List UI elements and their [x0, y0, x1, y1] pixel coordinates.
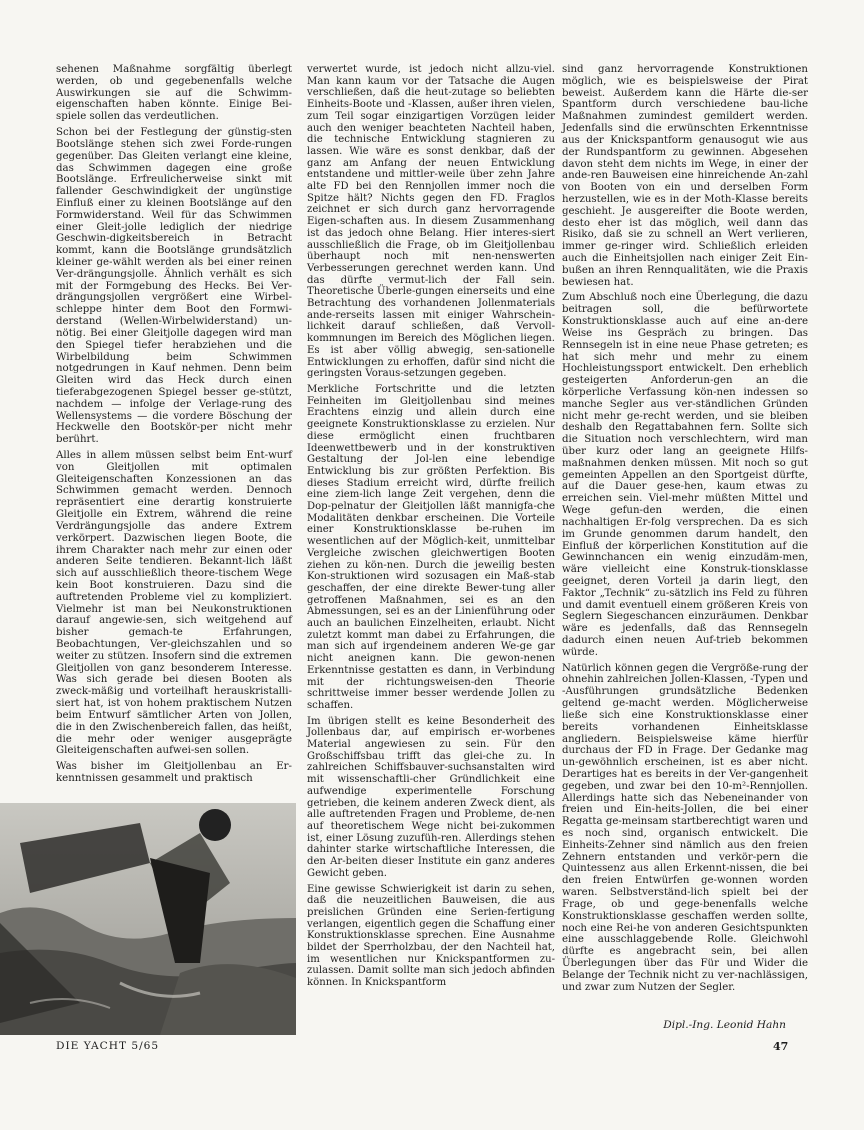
text-column-2 [307, 64, 555, 993]
author-signature: Dipl.-Ing. Leonid Hahn [663, 1019, 786, 1031]
sailing-photo [0, 803, 296, 1035]
paragraph: Natürlich können gegen die Vergröße-rung der ohnehin zahlreichen Jollen-Klassen, -Typen und -Ausführungen grundsätzliche Bedenken geltend ge-macht werden. Möglicherweise ließe sich eine Konstruktionsklasse einer bereits vorhandenen Einheitsklasse angliedern. Beispielsweise käme hierfür durchaus der FD in Frage. Der Gedanke mag un-gewöhnlich erscheinen, ist es aber nicht. Derartiges hat es bereits in der Ver-gangenheit gegeben, und zwar bei den 10-m²-Rennjollen. Allerdings hatte sich das Nebeneinander von freien und Ein-heits-Jollen, die bei einer Regatta ge-meinsam startberechtigt waren und es noch sind, organisch entwickelt. Die Einheits-Zehner sind nämlich aus den freien Zehnern entstanden und verkör-pern die Quintessenz aus allen Erkennt-nissen, die bei den freien Entwürfen ge-wonnen worden waren. Selbstverständ-lich spielt bei der Frage, ob und gege-benenfalls welche Konstruktionsklasse geschaffen werden sollte, noch eine Rei-he von anderen Gesichtspunkten eine ausschlaggebende Rolle. Gleichwohl dürfte es angebracht sein, bei allen Überlegungen über das Für und Wider die Belange der Technik nicht zu ver-nachlässigen, und zwar zum Nutzen der Segler. [562, 662, 808, 993]
paragraph: verwertet wurde, ist jedoch nicht allzu-viel. Man kann kaum vor der Tatsache die Augen verschließen, daß die heut-zutage so beliebten Einheits-Boote und -Klassen, außer ihren vielen, zum Teil sogar einzigartigen Vorzügen leider auch den weniger beachteten Nachteil haben, die technische Entwicklung stagnieren zu lassen. Wie wäre es sonst denkbar, daß der ganz am Anfang der neuen Entwicklung entstandene und mittler-weile über zehn Jahre alte FD bei den Rennjollen immer noch die Spitze hält? Nichts gegen den FD. Fraglos zeichnet er sich durch ganz hervorragende Eigen-schaften aus. In diesem Zusammenhang ist das jedoch ohne Belang. Hier interes-siert ausschließlich die Frage, ob im Gleitjollenbau überhaupt noch mit nen-nenswerten Verbesserungen gerechnet werden kann. Und das dürfte vermut-lich der Fall sein. Theoretische Überle-gungen einerseits und eine Betrachtung des vorhandenen Jollenmaterials ande-rerseits lassen mit einiger Wahrschein-lichkeit darauf schließen, daß Vervoll-kommnungen im Bereich des Möglichen liegen. Es ist aber völlig abwegig, sen-sationelle Entwicklungen zu erhoffen, dafür sind nicht die geringsten Voraus-setzungen gegeben. [307, 64, 555, 380]
paragraph: sind ganz hervorragende Konstruktionen möglich, wie es beispielsweise der Pirat beweist. Außerdem kann die Härte die-ser Spantform durch verschiedene bau-liche Maßnahmen zumindest gemildert werden. Jedenfalls sind die erwünschten Erkenntnisse aus der Knickspantform genausogut wie aus der Rundspantform zu gewinnen. Abgesehen davon steht dem nichts im Wege, in einer der ande-ren Bauweisen eine hinreichende An-zahl von Booten von ein und derselben Form herzustellen, wie es in der Moth-Klasse bereits geschieht. Je ausgereifter die Boote werden, desto eher ist das möglich, weil dann das Risiko, daß sie zu schnell an Wert verlieren, immer ge-ringer wird. Schließlich erleiden auch die Einheitsjollen nach einiger Zeit Ein-bußen an ihren Rennqualitäten, wie die Praxis bewiesen hat. [562, 64, 808, 288]
paragraph: Schon bei der Festlegung der günstig-sten Bootslänge stehen sich zwei Forde-rungen gegenüber. Das Gleiten verlangt eine kleine, das Schwimmen dagegen eine große Bootslänge. Erfreulicherweise sinkt mit fallender Geschwindigkeit der ungünstige Einfluß einer zu kleinen Bootslänge auf den Formwiderstand. Weil für das Schwimmen einer Gleit-jolle lediglich der niedrige Geschwin-digkeitsbereich in Betracht kommt, kann die Bootslänge grundsätzlich kleiner ge-wählt werden als bei einer reinen Ver-drängungsjolle. Ähnlich verhält es sich mit der Formgebung des Hecks. Bei Ver-drängungsjollen vergrößert eine Wirbel-schleppe hinter dem Boot den Formwi-derstand (Wellen-Wirbelwiderstand) un-nötig. Bei einer Gleitjolle dagegen wird man den Spiegel tiefer herabziehen und die Wirbelbildung beim Schwimmen notgedrungen in Kauf nehmen. Denn beim Gleiten wird das Heck durch einen tieferabgezogenen Spiegel besser ge-stützt, nachdem — infolge der Verlage-rung des Wellensystems — die vordere Böschung der Heckwelle den Bootskör-per nicht mehr berührt. [56, 127, 292, 446]
text-column-3 [562, 64, 808, 997]
text-column-1 [56, 64, 292, 789]
paragraph: sehenen Maßnahme sorgfältig überlegt werden, ob und gegebenenfalls welche Auswirkungen sie auf die Schwimm-eigenschaften haben könnte. Einige Bei-spiele sollen das verdeutlichen. [56, 64, 292, 123]
magazine-footer: DIE YACHT 5/65 [56, 1040, 160, 1052]
paragraph: Alles in allem müssen selbst beim Ent-wurf von Gleitjollen mit optimalen Gleiteigenschaften Konzessionen an das Schwimmen gemacht werden. Dennoch repräsentiert eine derartig konstruierte Gleitjolle ein Extrem, während die reine Verdrängungsjolle das andere Extrem verkörpert. Dazwischen liegen Boote, die ihrem Charakter nach mehr zur einen oder anderen Seite tendieren. Bekannt-lich läßt sich auf ausschließlich theore-tischem Wege kein Boot konstruieren. Dazu sind die auftretenden Probleme viel zu kompliziert. Vielmehr ist man bei Neukonstruktionen darauf angewie-sen, sich weitgehend auf bisher gemach-te Erfahrungen, Beobachtungen, Ver-gleichszahlen und so weiter zu stützen. Insofern sind die extremen Gleitjollen von ganz besonderem Interesse. Was sich gerade bei diesen Booten als zweck-mäßig und vorteilhaft herauskristalli-siert hat, ist von hohem praktischem Nutzen beim Entwurf sämtlicher Arten von Jollen, die in den Zwischenbereich fallen, das heißt, die mehr oder weniger ausgeprägte Gleiteigenschaften aufwei-sen sollen. [56, 450, 292, 757]
page-number: 47 [773, 1040, 789, 1053]
paragraph: Merkliche Fortschritte und die letzten Feinheiten im Gleitjollenbau sind meines Erachtens einzig und allein durch eine geeignete Konstruktionsklasse zu erzielen. Nur diese ermöglicht einen fruchtbaren Ideenwettbewerb und in der konstruktiven Gestaltung der Jol-len eine lebendige Entwicklung bis zur größten Perfektion. Bis dieses Stadium erreicht wird, dürfte freilich eine ziem-lich lange Zeit vergehen, denn die Dop-pelnatur der Gleitjollen läßt mannigfa-che Modalitäten denkbar erscheinen. Die Vorteile einer Konstruktionsklasse be-ruhen im wesentlichen auf der Möglich-keit, unmittelbar Vergleiche zwischen gleichwertigen Booten ziehen zu kön-nen. Durch die jeweilig besten Kon-struktionen wird sozusagen ein Maß-stab geschaffen, der eine direkte Bewer-tung aller getroffenen Maßnahmen, sei es an den Abmessungen, sei es an der Linienführung oder auch an baulichen Einzelheiten, erlaubt. Nicht zuletzt kommt man dabei zu Erfahrungen, die man sich auf irgendeinem anderen We-ge gar nicht aneignen kann. Die gewon-nenen Erkenntnisse gestatten es dann, in Verbindung mit der richtungsweisen-den Theorie schrittweise immer besser werdende Jollen zu schaffen. [307, 383, 555, 711]
paragraph: Eine gewisse Schwierigkeit ist darin zu sehen, daß die neuzeitlichen Bauweisen, die aus preislichen Gründen eine Serien-fertigung verlangen, eigentlich gegen die Schaffung einer Konstruktionsklasse sprechen. Eine Ausnahme bildet der Sperrholzbau, der den Nachteil hat, im wesentlichen nur Knickspantformen zu-zulassen. Damit sollte man sich jedoch abfinden können. In Knickspantform [307, 883, 555, 989]
paragraph: Zum Abschluß noch eine Überlegung, die dazu beitragen soll, die befürwortete Konstruktionsklasse auch auf eine an-dere Weise ins Gespräch zu bringen. Das Rennsegeln ist in eine neue Phase getreten; es hat sich mehr und mehr zu einem Hochleistungssport entwickelt. Den erheblich gesteigerten Anforderun-gen an die körperliche Verfassung kön-nen indessen so manche Segler aus ver-ständlichen Gründen nicht mehr ge-recht werden, und sie bleiben deshalb den Regattabahnen fern. Sollte sich die Situation noch verschlechtern, wird man über kurz oder lang an geeignete Hilfs-maßnahmen denken müssen. Mit noch so gut gemeinten Appellen an den Sportgeist dürfte, auf die Dauer gese-hen, kaum etwas zu erreichen sein. Viel-mehr müßten Mittel und Wege gefun-den werden, die einen nachhaltigen Er-folg versprechen. Da es sich im Grunde genommen darum handelt, den Einfluß der körperlichen Konstitution auf die Gewinnchancen ein wenig einzudäm-men, wäre vielleicht eine Konstruk-tionsklasse geeignet, deren Vorteil ja darin liegt, den Faktor „Technik“ zu-sätzlich ins Feld zu führen und damit eventuell einem größeren Kreis von Seglern Siegeschancen einzuräumen. Denkbar wäre es jedenfalls, daß das Rennsegeln dadurch einen neuen Auf-trieb bekommen würde. [562, 292, 808, 658]
paragraph: Was bisher im Gleitjollenbau an Er-kenntnissen gesammelt und praktisch [56, 761, 292, 784]
sailing-photo-image [0, 803, 296, 1035]
paragraph: Im übrigen stellt es keine Besonderheit des Jollenbaus dar, auf empirisch er-worbenes Material angewiesen zu sein. Für den Großschiffsbau trifft das glei-che zu. In zahlreichen Schiffsbauver-suchsanstalten wird mit wissenschaftli-cher Gründlichkeit eine aufwendige experimentelle Forschung getrieben, die keinem anderen Zweck dient, als alle auftretenden Fragen und Probleme, de-nen auf theoretischem Wege nicht bei-zukommen ist, einer Lösung zuzufüh-ren. Allerdings stehen dahinter starke wirtschaftliche Interessen, die den Ar-beiten dieser Institute ein ganz anderes Gewicht geben. [307, 715, 555, 879]
